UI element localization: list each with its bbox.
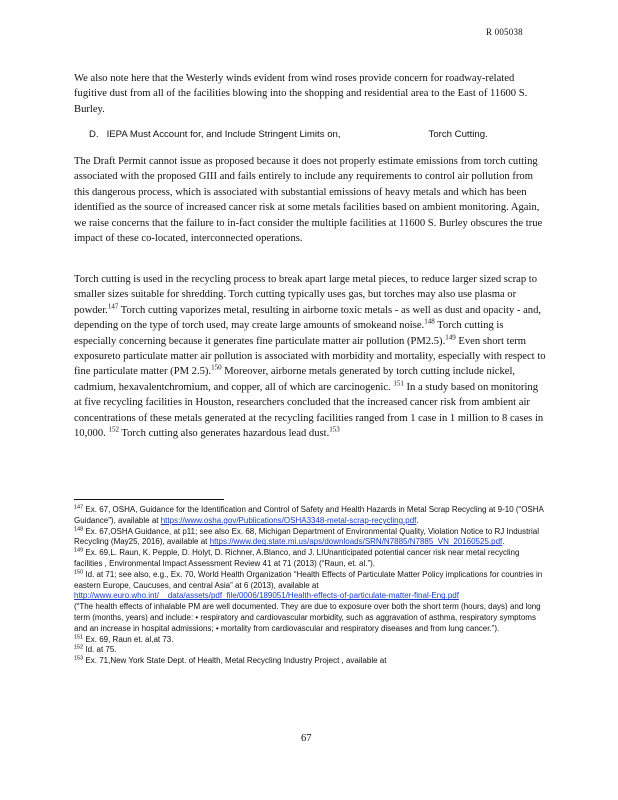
footnote-text: Id. at 75. <box>83 645 117 655</box>
footnotes <box>74 505 546 667</box>
footnote-text: Ex. 71,New York State Dept. of Health, Metal Recycling Industry Project , available at <box>83 656 387 666</box>
heading-letter: D. <box>89 129 99 140</box>
heading-text: IEPA Must Account for, and Include Stringent Limits on, <box>106 129 341 140</box>
page-number: 67 <box>301 733 312 744</box>
footnote-ref-153: 153 <box>329 425 340 434</box>
bates-number: R 005038 <box>486 27 523 37</box>
sentence: Even short term exposureto particulate matter air pollution is associated with morbidity and mortality, especially with respect to fine particulate matter (PM 2.5). <box>74 335 546 378</box>
footnote-text: . <box>416 515 419 525</box>
footnote-147 <box>74 505 546 527</box>
footnote-link[interactable]: https://www.osha.gov/Publications/OSHA3348-metal-scrap-recycling.pdf <box>160 515 417 525</box>
footnote-149 <box>74 548 546 570</box>
footnote-ref-149: 149 <box>445 333 456 342</box>
paragraph-torch-cutting <box>74 272 546 441</box>
footnote-text: Id. at 71; see also, e.g., Ex. 70, World Health Organization “Health Effects of Particulate Matter Policy implications for countries in eastern Europe, Caucuses, and central Asia” at 6 (2013), available at <box>74 569 543 590</box>
footnote-number: 147 <box>74 504 84 511</box>
footnote-text: Ex. 69, Raun et. al,at 73. <box>83 634 174 644</box>
footnote-number: 152 <box>74 644 84 651</box>
footnote-number: 148 <box>74 525 84 532</box>
paragraph-draft-permit: The Draft Permit cannot issue as proposed because it does not properly estimate emissions from torch cutting associated with the proposed GIII and fails entirely to include any requirements to control air pollution from this dangerous process, which is associated with substantial emissions of heavy metals and which has been identified as the source of increased cancer risk at some metals facilities based on ambient monitoring. Again, we raise concerns that the failure to in-fact consider the multiple facilities at 11600 S. Burley obscures the true impact of these co-located, interconnected operations. <box>74 156 543 245</box>
footnote-ref-147: 147 <box>107 302 119 311</box>
footnote-150-quote: (“The health effects of inhalable PM are well documented. They are due to exposure over both the short term (hours, days) and long term (months, years) and include: • respiratory and cardiovascular morbidity, such as aggravation of asthma, respiratory symptoms and an increase in hospital admissions; • mortality from cardiovascular and respiratory diseases and from lung cancer.”). <box>74 602 541 633</box>
sentence: Torch cutting is especially concerning because it generates fine particulate matter air pollution (PM2.5). <box>74 320 504 347</box>
sentence: Torch cutting is used in the recycling process to break apart large metal pieces, to reduce larger sized scrap to smaller sizes suitable for shredding. Torch cutting typically uses gas, but torches may also use plasma or powder. <box>74 274 538 316</box>
footnote-152 <box>74 645 546 656</box>
sentence: Torch cutting vaporizes metal, resulting in airborne toxic metals - as well as dust and opacity - and, depending on the type of torch used, may create large amounts of smokeand noise. <box>74 304 542 332</box>
footnote-text: . <box>502 537 505 547</box>
footnote-number: 151 <box>74 633 84 640</box>
footnote-151 <box>74 635 546 646</box>
section-heading <box>89 129 549 140</box>
footnote-text: Ex. 67,OSHA Guidance, at p11; see also Ex. 68, Michigan Department of Environmental Quality, Violation Notice to RJ Industrial Recycling (May25, 2016), available at <box>74 526 539 547</box>
footnote-text: Ex. 69,L. Raun, K. Pepple, D. Holyt, D. Richner, A.Blanco, and J. LIUnanticipated potential cancer risk near metal recycling facilities , Environmental Impact Assessment Review 41 at 71 (2013) (“Raun, et. al.”). <box>74 548 520 568</box>
paragraph-wind-roses: We also note here that the Westerly winds evident from wind roses provide concern for roadway-related fugitive dust from all of the facilities blowing into the shopping and residential area to the East of 11600 S. Burley. <box>74 73 528 115</box>
footnote-ref-148: 148 <box>424 317 435 326</box>
sentence: Torch cutting also generates hazardous lead dust. <box>118 428 330 440</box>
footnote-divider <box>74 499 224 500</box>
footnote-ref-151: 151 <box>393 379 404 388</box>
footnote-link[interactable]: https://www.deq.state.mi.us/aps/downloads/SRN/N7885/N7885_VN_20160525.pdf <box>209 537 503 547</box>
footnote-ref-150: 150 <box>211 363 222 372</box>
heading-text-end: Torch Cutting. <box>428 129 488 140</box>
sentence: In a study based on monitoring at five recycling facilities in Houston, researchers concluded that the increased cancer risk from ambient air concentrations of these metals generated at the recycling facilities ranged from 1 case in 1 million to 8 cases in 10,000. <box>74 381 544 440</box>
footnote-ref-152: 152 <box>108 425 119 434</box>
footnote-number: 149 <box>74 547 84 554</box>
footnote-153 <box>74 656 546 667</box>
sentence: Moreover, airborne metals generated by torch cutting include nickel, cadmium, hexavalentchromium, and copper, all of which are carcinogenic. <box>74 366 516 393</box>
footnote-text: Ex. 67, OSHA, Guidance for the Identification and Control of Safety and Health Hazards in Metal Scrap Recycling at 9-10 (“OSHA Guidance”), available at <box>74 505 544 525</box>
footnote-150 <box>74 570 546 602</box>
footnote-number: 150 <box>74 569 84 576</box>
footnote-number: 153 <box>74 655 84 662</box>
footnote-148 <box>74 527 546 549</box>
footnote-link[interactable]: http://www.euro.who.int/__data/assets/pdf_file/0006/189051/Health-effects-of-particulate-matter-final-Eng.pdf <box>74 591 459 601</box>
